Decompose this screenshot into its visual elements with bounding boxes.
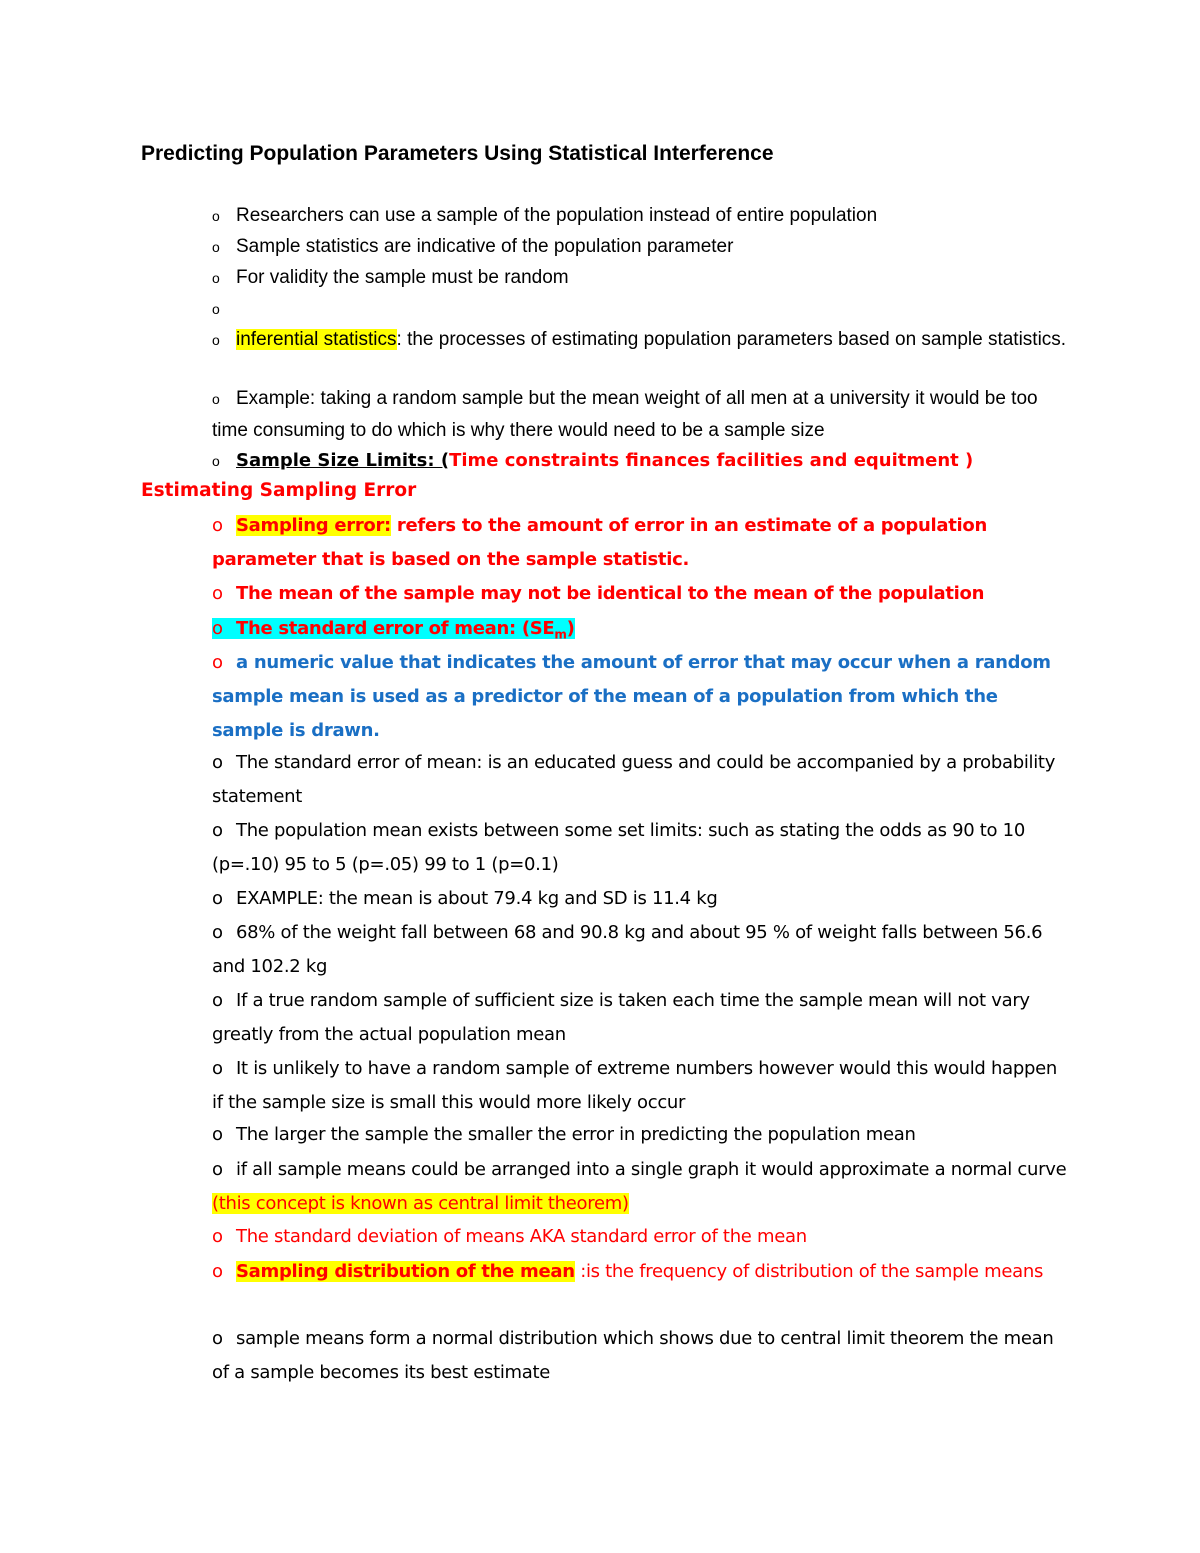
highlighted-note: (this concept is known as central limit theorem) xyxy=(212,1193,629,1214)
item-text: Example: taking a random sample but the mean weight of all men at a university it would be too time consuming to do which is why there would need to be a sample size xyxy=(212,388,1038,441)
item-text: : the processes of estimating population parameters based on sample statistics. xyxy=(396,329,1067,350)
list-item xyxy=(212,1052,1072,1120)
bullet-icon: o xyxy=(212,990,223,1011)
item-text: Researchers can use a sample of the population instead of entire population xyxy=(236,205,878,226)
item-text: If a true random sample of sufficient size is taken each time the sample mean will not vary greatly from the actual population mean xyxy=(212,990,1030,1045)
list-item xyxy=(212,1255,1072,1289)
bullet-icon: o xyxy=(212,453,220,469)
item-text: The standard error of mean: is an educated guess and could be accompanied by a probability statement xyxy=(212,752,1056,807)
list-item xyxy=(212,984,1072,1052)
highlighted-term: Sampling distribution of the mean xyxy=(236,1261,575,1282)
highlighted-term: inferential statistics xyxy=(236,329,397,350)
item-text: It is unlikely to have a random sample of extreme numbers however would this would happen if the sample size is small this would more likely occur xyxy=(212,1058,1057,1113)
item-text: EXAMPLE: the mean is about 79.4 kg and SD is 11.4 kg xyxy=(236,888,718,909)
item-text: a numeric value that indicates the amount of error that may occur when a random sample mean is used as a predictor of the mean of a population from which the sample is drawn. xyxy=(212,652,1051,741)
list-item-empty xyxy=(212,293,1072,325)
document-title: Predicting Population Parameters Using Statistical Interference xyxy=(141,142,774,165)
bullet-icon: o xyxy=(212,618,223,639)
list-item xyxy=(212,1220,1072,1254)
item-text: Time constraints finances facilities and equitment ) xyxy=(449,450,974,471)
list-item xyxy=(212,882,1072,916)
bullet-icon: o xyxy=(212,583,223,604)
bullet-icon: o xyxy=(212,652,223,673)
list-item xyxy=(212,509,1072,577)
item-text: The standard deviation of means AKA standard error of the mean xyxy=(236,1226,807,1247)
item-text: if all sample means could be arranged into a single graph it would approximate a normal curve xyxy=(236,1159,1067,1180)
list-item xyxy=(212,646,1072,748)
list-item xyxy=(212,1118,1072,1152)
bullet-icon: o xyxy=(212,1261,223,1282)
list-item xyxy=(212,814,1072,882)
bullet-icon: o xyxy=(212,332,220,348)
list-item xyxy=(212,262,1072,294)
list-item xyxy=(212,1322,1072,1390)
bullet-icon: o xyxy=(212,301,220,317)
bullet-icon: o xyxy=(212,239,220,255)
item-text: The mean of the sample may not be identical to the mean of the population xyxy=(236,583,985,604)
bullet-icon: o xyxy=(212,515,223,536)
bullet-icon: o xyxy=(212,888,223,909)
list-item xyxy=(212,231,1072,263)
bullet-icon: o xyxy=(212,1159,223,1180)
section-heading: Estimating Sampling Error xyxy=(141,480,417,501)
list-item xyxy=(212,746,1072,814)
item-text: refers to the amount of error in an estimate of a population parameter that is based on the sample statistic. xyxy=(212,515,988,570)
item-text: For validity the sample must be random xyxy=(236,267,569,288)
bullet-icon: o xyxy=(212,820,223,841)
item-text: 68% of the weight fall between 68 and 90.8 kg and about 95 % of weight falls between 56.6 and 102.2 kg xyxy=(212,922,1043,977)
list-item xyxy=(212,324,1072,356)
item-text: The population mean exists between some set limits: such as stating the odds as 90 to 10 (p=.10) 95 to 5 (p=.05) 99 to 1 (p=0.1) xyxy=(212,820,1025,875)
list-item xyxy=(212,1153,1072,1221)
bullet-icon: o xyxy=(212,752,223,773)
bullet-icon: o xyxy=(212,208,220,224)
bullet-icon: o xyxy=(212,922,223,943)
bullet-icon: o xyxy=(212,1226,223,1247)
item-label: Sample Size Limits: ( xyxy=(236,450,450,471)
item-text: Sample statistics are indicative of the population parameter xyxy=(236,236,734,257)
item-text-close: ) xyxy=(566,618,575,639)
list-item xyxy=(212,200,1072,232)
list-item xyxy=(212,445,1072,477)
bullet-icon: o xyxy=(212,1328,223,1349)
bullet-icon: o xyxy=(212,391,220,407)
item-text: The larger the sample the smaller the error in predicting the population mean xyxy=(236,1124,916,1145)
bullet-icon: o xyxy=(212,1058,223,1079)
highlighted-line xyxy=(212,618,575,642)
bullet-icon: o xyxy=(212,1124,223,1145)
item-text: The standard error of mean: (SE xyxy=(236,618,555,639)
subscript: m xyxy=(554,627,567,642)
item-text: :is the frequency of distribution of the sample means xyxy=(574,1261,1044,1282)
list-item xyxy=(212,916,1072,984)
item-text: sample means form a normal distribution which shows due to central limit theorem the mean of a sample becomes its best estimate xyxy=(212,1328,1054,1383)
list-item xyxy=(212,383,1072,446)
list-item xyxy=(212,577,1072,611)
highlighted-term: Sampling error: xyxy=(236,515,391,536)
bullet-icon: o xyxy=(212,270,220,286)
